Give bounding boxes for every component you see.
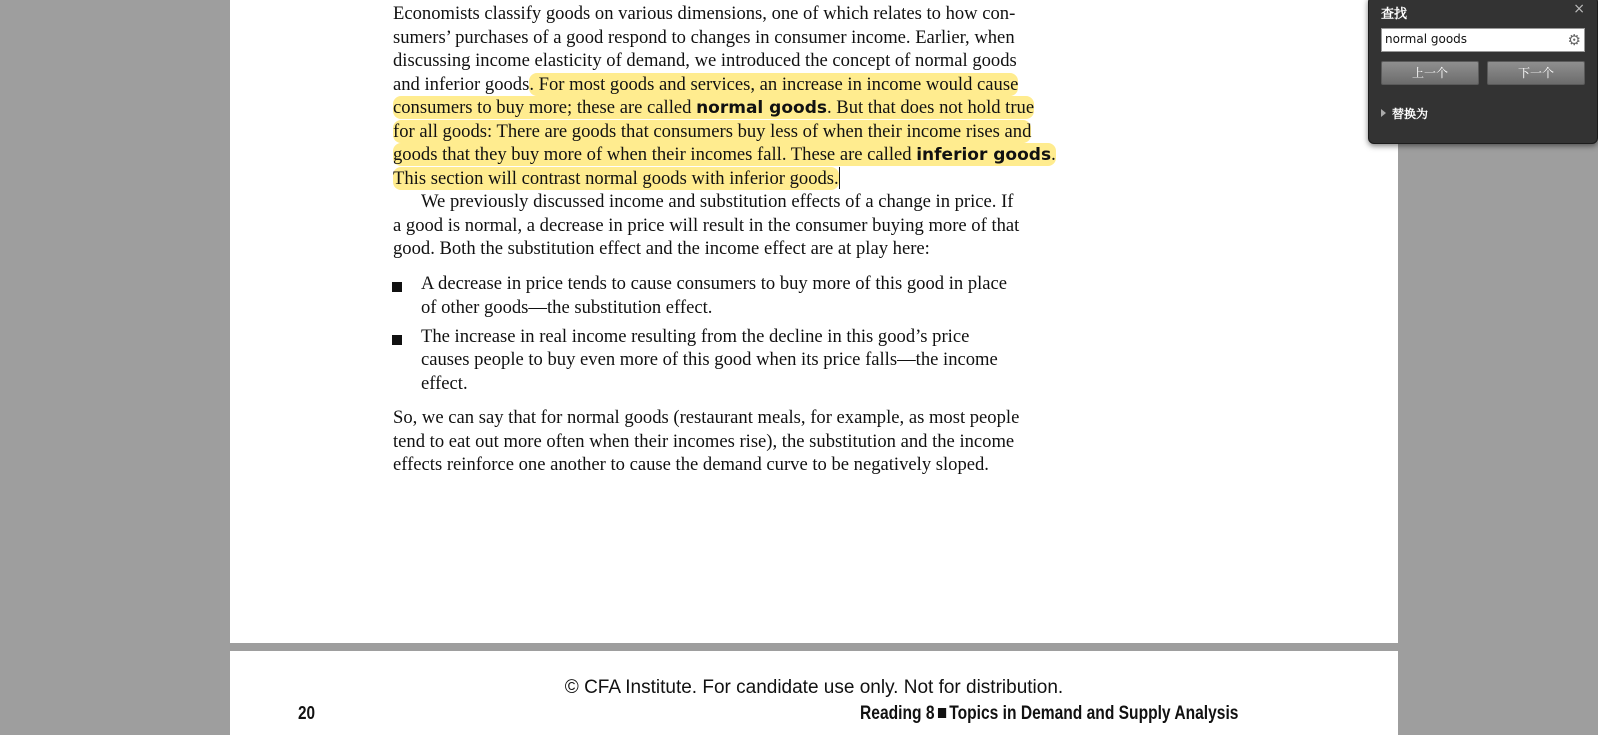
gear-icon[interactable]: ⚙ <box>1567 31 1581 49</box>
bullet-item-line: A decrease in price tends to cause consumers to buy more of this good in place <box>421 273 1008 294</box>
paragraph-line <box>393 120 1031 144</box>
bullet-item-line: effect. <box>421 372 468 394</box>
replace-toggle[interactable] <box>1381 105 1428 122</box>
separator-square-icon <box>937 708 945 718</box>
paragraph-line <box>393 96 1034 120</box>
bullet-item-line: of other goods—the substitution effect. <box>421 296 713 318</box>
term-normal-goods: normal goods <box>696 98 827 118</box>
paragraph-line: effects reinforce one another to cause the demand curve to be negatively sloped. <box>393 454 989 475</box>
find-previous-button[interactable]: 上一个 <box>1381 61 1479 85</box>
replace-label: 替换为 <box>1392 107 1429 121</box>
selection-highlight: This section will contrast normal goods with inferior goods. <box>393 167 839 189</box>
document-page-footer <box>230 651 1398 735</box>
page-number: 20 <box>298 703 316 723</box>
selection-highlight: goods that they buy more of when their incomes fall. These are called inferior goods. <box>393 144 1056 165</box>
paragraph-line: good. Both the substitution effect and the income effect are at play here: <box>393 238 930 259</box>
bullet-item-line: The increase in real income resulting from the decline in this good’s price <box>421 325 970 347</box>
search-field <box>1381 28 1585 52</box>
paragraph-line: tend to eat out more often when their incomes rise), the substitution and the income <box>393 430 1015 452</box>
document-page <box>230 0 1398 643</box>
term-inferior-goods: inferior goods <box>916 145 1052 165</box>
paragraph-line: discussing income elasticity of demand, we introduced the concept of normal goods <box>393 50 1017 71</box>
bullet-square-icon <box>392 282 402 292</box>
bullet-square-icon <box>392 335 402 345</box>
selection-highlight: consumers to buy more; these are called normal goods. But that does not hold true <box>393 97 1035 118</box>
paragraph-line: We previously discussed income and substitution effects of a change in price. If <box>421 191 1014 212</box>
paragraph-line: a good is normal, a decrease in price will result in the consumer buying more of that <box>393 214 1020 236</box>
find-next-button[interactable]: 下一个 <box>1487 61 1585 85</box>
paragraph-line: So, we can say that for normal goods (restaurant meals, for example, as most people <box>393 407 1020 428</box>
expand-triangle-icon <box>1381 109 1386 117</box>
paragraph-line <box>393 167 840 191</box>
find-panel <box>1368 0 1598 144</box>
find-panel-title: 查找 <box>1381 7 1408 22</box>
selection-highlight: for all goods: There are goods that consumers buy less of when their income rises and <box>393 120 1032 142</box>
document-body[interactable] <box>393 2 1093 482</box>
bullet-item-line: causes people to buy even more of this good when its price falls—the income <box>421 349 998 370</box>
copyright-notice: © CFA Institute. For candidate use only. Not for distribution. <box>564 677 1064 698</box>
selection-highlight: . For most goods and services, an increase in income would cause <box>529 73 1019 95</box>
search-input[interactable] <box>1382 29 1564 49</box>
running-header: Reading 8 Topics in Demand and Supply Analysis <box>859 703 1238 724</box>
close-icon[interactable]: × <box>1573 1 1585 17</box>
paragraph-line: sumers’ purchases of a good respond to changes in consumer income. Earlier, when <box>393 26 1015 48</box>
text-caret <box>839 167 840 189</box>
paragraph-line: Economists classify goods on various dimensions, one of which relates to how con- <box>393 3 1016 24</box>
paragraph-line <box>393 143 1056 167</box>
paragraph-line: and inferior goods. For most goods and services, an increase in income would cause <box>393 73 1019 95</box>
